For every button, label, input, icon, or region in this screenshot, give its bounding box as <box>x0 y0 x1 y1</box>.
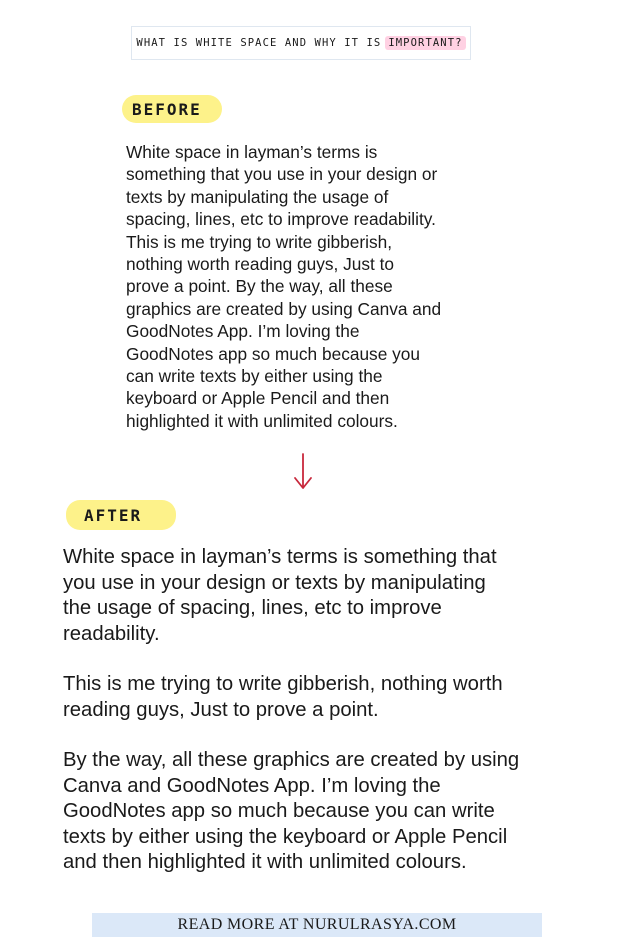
after-tag <box>66 500 176 530</box>
after-paragraph-1: White space in layman’s terms is something that you use in your design or texts by manipulating the usage of spacing, lines, etc to improve readability. <box>63 546 497 645</box>
title-main: WHAT IS WHITE SPACE AND WHY IT IS <box>136 37 382 49</box>
after-tag-label: AFTER <box>84 505 143 525</box>
after-paragraph-3: By the way, all these graphics are created by using Canva and GoodNotes App. I’m loving the GoodNotes app so much because you can write texts by either using the keyboard or Apple Pencil and then highlighted it with unlimited colours. <box>63 749 520 873</box>
article-title <box>131 26 471 60</box>
title-highlight: IMPORTANT? <box>385 36 465 50</box>
arrow-down-icon <box>291 452 315 492</box>
before-tag-label: BEFORE <box>132 99 202 119</box>
before-paragraph: White space in layman’s terms is something that you use in your design or texts by manipulating the usage of spacing, lines, etc to improve readability. This is me trying to write gibberish, nothing worth reading guys, Just to prove a point. By the way, all these graphics are created by using Canva and GoodNotes App. I’m loving the GoodNotes app so much because you can write texts by either using the keyboard or Apple Pencil and then highlighted it with unlimited colours. <box>126 142 442 431</box>
footer-text: READ MORE AT NURULRASYA.COM <box>177 916 457 933</box>
after-section <box>63 545 623 901</box>
read-more-link[interactable] <box>92 913 542 937</box>
before-tag <box>122 95 222 123</box>
after-paragraph-2: This is me trying to write gibberish, nothing worth reading guys, Just to prove a point. <box>63 673 503 721</box>
